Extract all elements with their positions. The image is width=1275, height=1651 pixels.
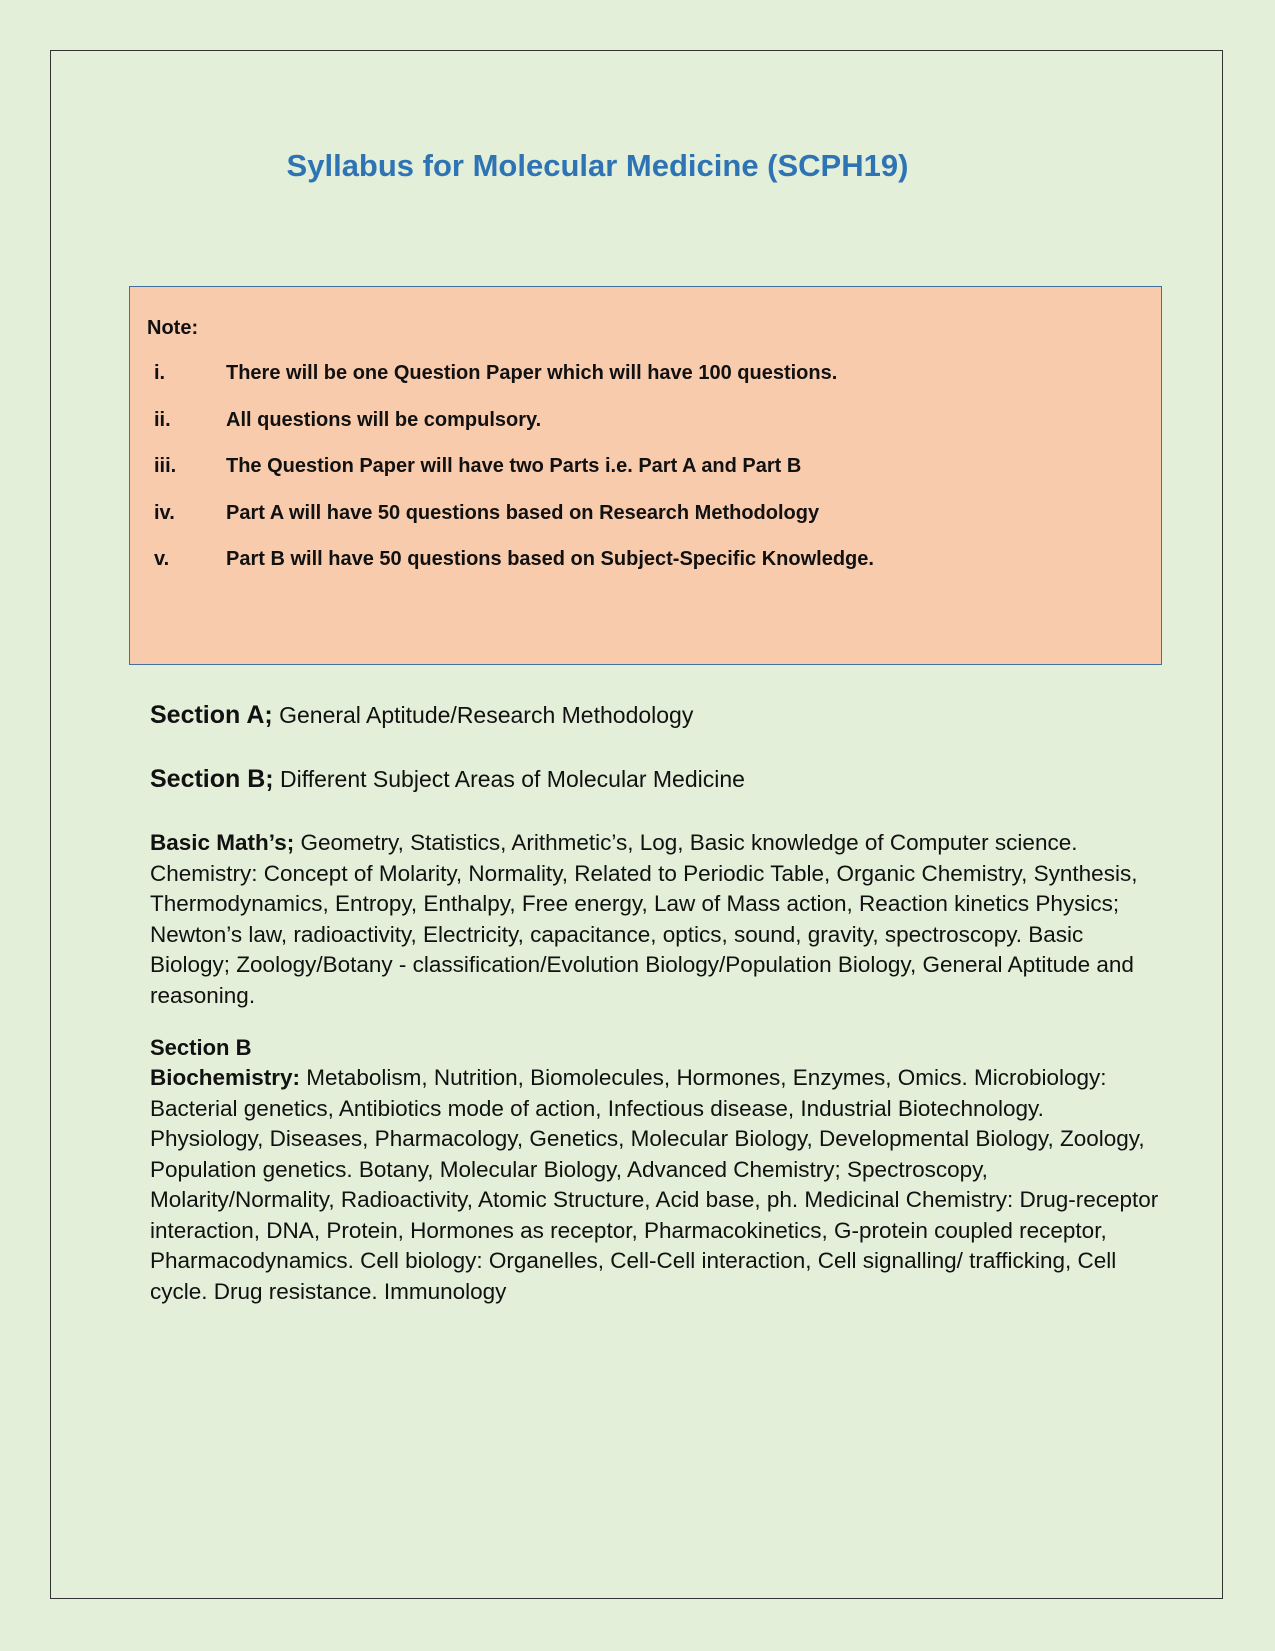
note-item — [147, 361, 874, 408]
basic-topics-paragraph — [150, 828, 1160, 1011]
note-label: Note: — [147, 317, 199, 339]
note-item-number: v. — [154, 548, 170, 570]
note-item — [147, 408, 874, 455]
section-b-detail-heading: Section B — [150, 1035, 252, 1060]
section-b-heading: Section B; — [150, 765, 274, 793]
note-box — [129, 286, 1162, 665]
note-item-text: There will be one Question Paper which will have 100 questions. — [226, 362, 838, 384]
biochemistry-lead: Biochemistry: — [150, 1065, 301, 1090]
section-b-text: Different Subject Areas of Molecular Medicine — [273, 766, 745, 792]
note-item-number: i. — [154, 362, 166, 384]
note-list — [147, 361, 874, 594]
note-item — [147, 454, 874, 501]
note-item-text: Part B will have 50 questions based on Subject-Specific Knowledge. — [226, 548, 874, 570]
note-item-number: iii. — [154, 455, 177, 477]
section-a-line — [150, 700, 1160, 730]
section-b-detail-paragraph — [150, 1033, 1160, 1307]
note-item-text: The Question Paper will have two Parts i.e. Part A and Part B — [226, 455, 802, 477]
note-item — [147, 501, 874, 548]
note-item-number: iv. — [154, 501, 175, 524]
section-b-line — [150, 764, 1160, 794]
note-item-number: ii. — [154, 408, 171, 431]
basic-topics-text: Geometry, Statistics, Arithmetic’s, Log, Basic knowledge of Computer science. Chemistry: Concept of Molarity, Normality, Related to Periodic Table, Organic Chemistry, Synthesis, Thermodynamics, Entropy, Enthalpy, Free energy, Law of Mass action, Reaction kinetics Physics; Newton’s law, radioactivity, Electricity, capacitance, optics, sound, gravity, spectroscopy. Basic Biology; Zoology/Botany - classification/Evolution Biology/Population Biology, General Aptitude and reasoning. — [150, 830, 1138, 1008]
note-item-text: Part A will have 50 questions based on Research Methodology — [226, 501, 820, 524]
page-title: Syllabus for Molecular Medicine (SCPH19) — [286, 148, 909, 183]
section-a-heading: Section A; — [150, 701, 273, 729]
section-b-detail-text: Metabolism, Nutrition, Biomolecules, Hormones, Enzymes, Omics. Microbiology: Bacterial genetics, Antibiotics mode of action, Infectious disease, Industrial Biotechnology. Physiology, Diseases, Pharmacology, Genetics, Molecular Biology, Developmental Biology, Zoology, Population genetics. Botany, Molecular Biology, Advanced Chemistry; Spectroscopy, Molarity/Normality, Radioactivity, Atomic Structure, Acid base, ph. Medicinal Chemistry: Drug-receptor interaction, DNA, Protein, Hormones as receptor, Pharmacokinetics, G-protein coupled receptor, Pharmacodynamics. Cell biology: Organelles, Cell-Cell interaction, Cell signalling/ trafficking, Cell cycle. Drug resistance. Immunology — [150, 1065, 1159, 1304]
section-a-text: General Aptitude/Research Methodology — [272, 702, 694, 728]
note-item-text: All questions will be compulsory. — [226, 408, 542, 431]
syllabus-content — [150, 700, 1160, 1329]
basic-topics-lead: Basic Math’s; — [150, 830, 295, 855]
note-item — [147, 547, 874, 594]
